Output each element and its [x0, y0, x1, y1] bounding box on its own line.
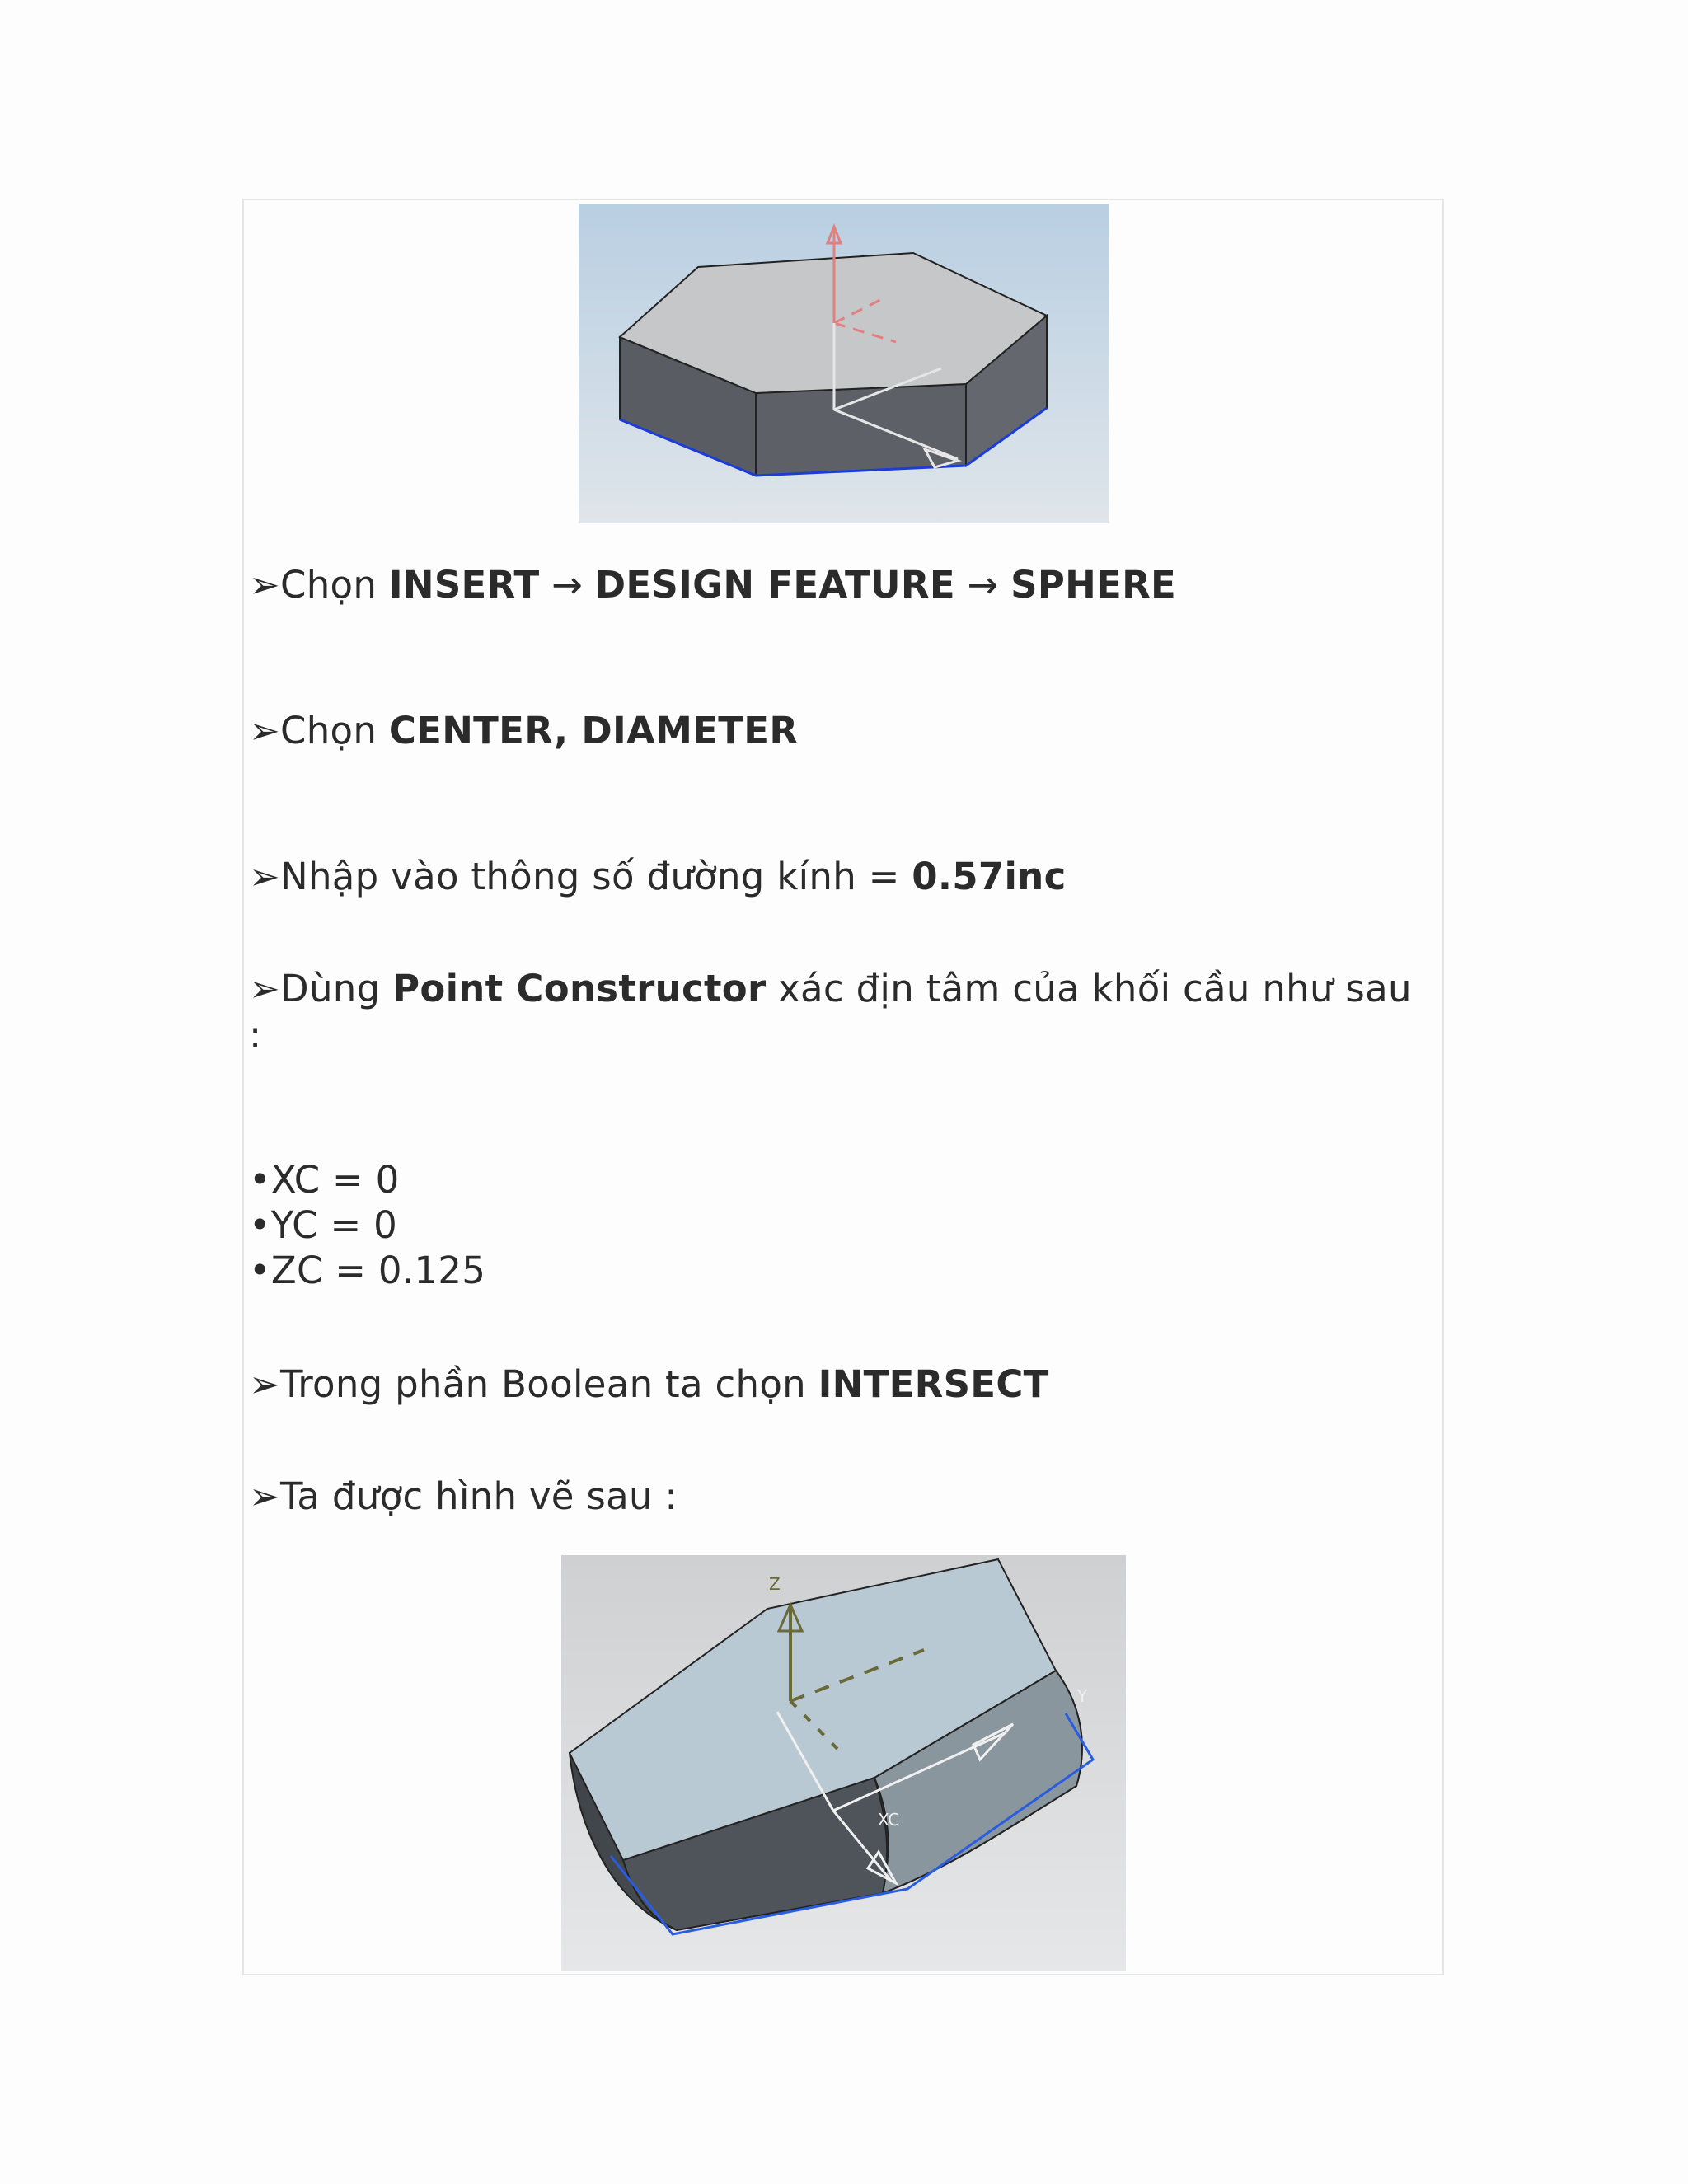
intersect-result-figure — [561, 1555, 1126, 1971]
step-diameter-value: ➢Nhập vào thông số đường kính = 0.57inc — [249, 855, 1067, 898]
step-boolean-intersect: ➢Trong phần Boolean ta chọn INTERSECT — [249, 1362, 1049, 1406]
xc-axis-label: XC — [878, 1810, 900, 1830]
coord-xc: •XC = 0 — [249, 1158, 400, 1202]
step-result: ➢Ta được hình vẽ sau : — [249, 1474, 678, 1518]
bullet-icon: • — [249, 1249, 271, 1292]
prism-front-face — [756, 384, 966, 476]
arrow-bullet-icon: ➢ — [249, 563, 281, 607]
arrow-bullet-icon: ➢ — [249, 709, 281, 752]
step-point-constructor: ➢Dùng Point Constructor xác địn tâm của khối cầu như sau — [249, 967, 1412, 1010]
hex-prism-figure — [579, 204, 1109, 523]
coord-yc: •YC = 0 — [249, 1203, 398, 1247]
arrow-bullet-icon: ➢ — [249, 1362, 281, 1406]
step-point-constructor-colon: : — [249, 1013, 262, 1057]
bullet-icon: • — [249, 1203, 271, 1247]
bullet-icon: • — [249, 1158, 271, 1202]
step-center-diameter: ➢Chọn CENTER, DIAMETER — [249, 709, 799, 752]
y-axis-label: Y — [1077, 1686, 1088, 1706]
arrow-bullet-icon: ➢ — [249, 1474, 281, 1518]
z-axis-label: Z — [769, 1574, 781, 1594]
step-insert-sphere: ➢Chọn INSERT → DESIGN FEATURE → SPHERE — [249, 563, 1177, 607]
coord-zc: •ZC = 0.125 — [249, 1249, 486, 1292]
arrow-bullet-icon: ➢ — [249, 967, 281, 1010]
arrow-bullet-icon: ➢ — [249, 855, 281, 898]
